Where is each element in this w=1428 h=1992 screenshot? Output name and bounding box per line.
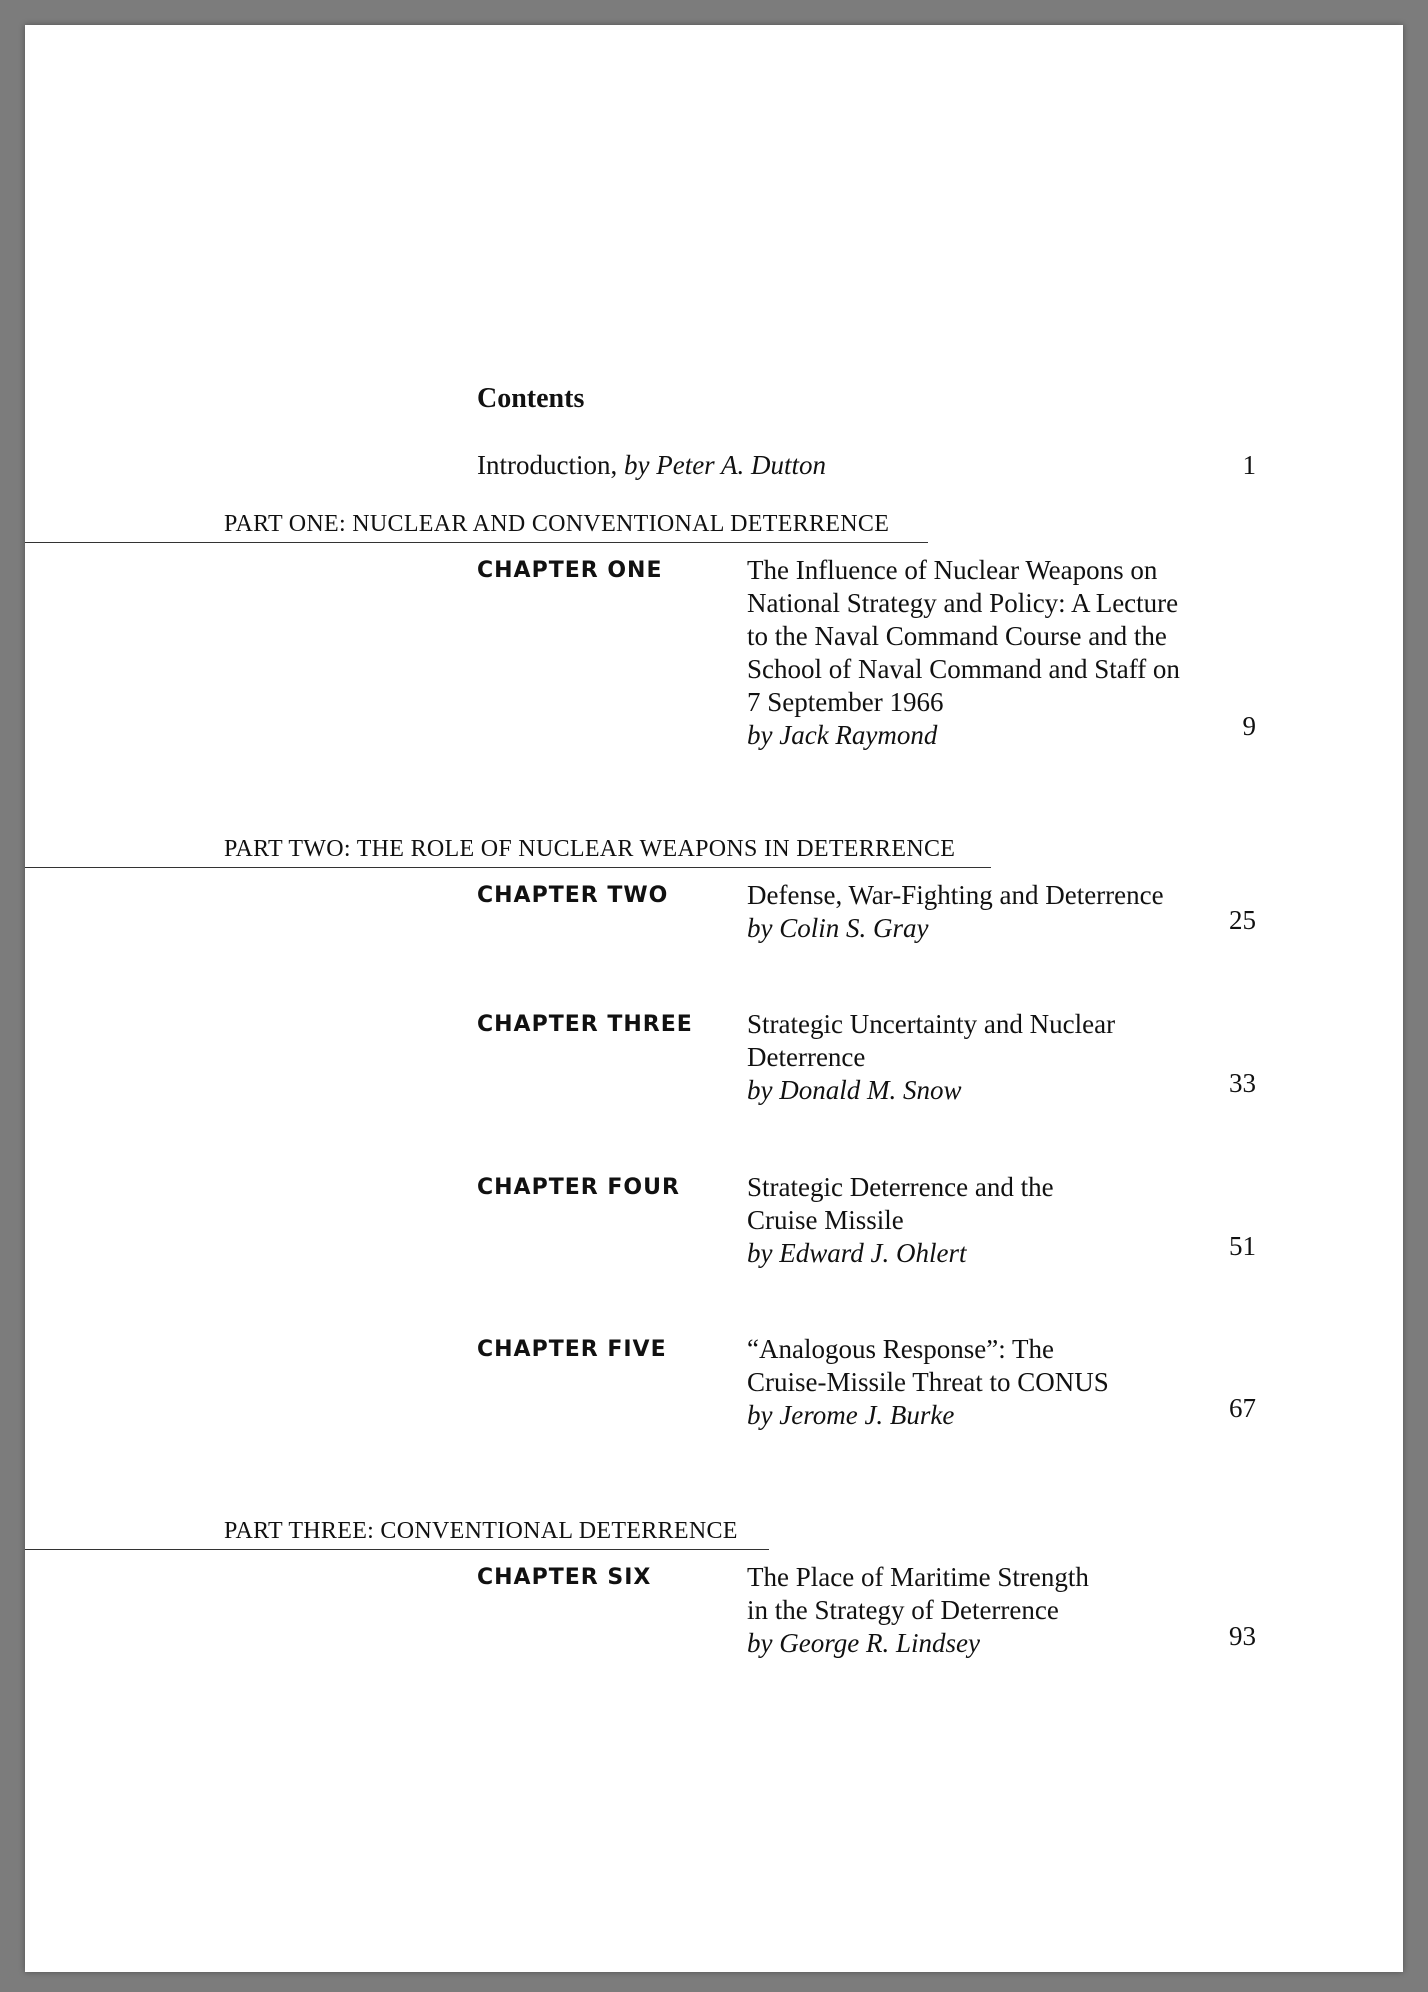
chapter-five-title	[747, 1333, 1217, 1432]
chapter-three-page-number: 33	[1229, 1068, 1256, 1098]
chapter-title-line: Strategic Deterrence and the	[747, 1172, 1054, 1202]
chapter-title-line: National Strategy and Policy: A Lecture	[747, 588, 1179, 618]
introduction-entry	[477, 450, 826, 481]
chapter-one-title	[747, 554, 1217, 752]
part-heading-text: PART TWO: THE ROLE OF NUCLEAR WEAPONS IN DETERRENCE	[224, 836, 956, 862]
chapter-five-page-number: 67	[1229, 1393, 1256, 1423]
part-three-heading	[25, 1509, 769, 1550]
chapter-title-line: to the Naval Command Course and the	[747, 621, 1167, 651]
chapter-title-line: Cruise Missile	[747, 1205, 904, 1235]
chapter-four-author: by Edward J. Ohlert	[747, 1238, 967, 1268]
chapter-six-title	[747, 1561, 1217, 1660]
chapter-six-label: CHAPTER SIX	[477, 1565, 652, 1590]
chapter-one-author: by Jack Raymond	[747, 720, 938, 750]
chapter-title-line: Strategic Uncertainty and Nuclear	[747, 1009, 1116, 1039]
chapter-title-line: 7 September 1966	[747, 687, 944, 717]
part-heading-text: PART ONE: NUCLEAR AND CONVENTIONAL DETERRENCE	[224, 511, 890, 537]
chapter-title-line: Deterrence	[747, 1042, 866, 1072]
introduction-author: by Peter A. Dutton	[623, 450, 826, 480]
chapter-two-page-number: 25	[1229, 905, 1256, 935]
chapter-two-title	[747, 879, 1217, 945]
chapter-three-label: CHAPTER THREE	[477, 1012, 693, 1037]
page-title: Contents	[477, 383, 585, 414]
chapter-two-label: CHAPTER TWO	[477, 883, 669, 908]
chapter-four-title	[747, 1171, 1217, 1270]
chapter-title-line: Defense, War-Fighting and Deterrence	[747, 880, 1164, 910]
introduction-label: Introduction,	[477, 450, 618, 480]
chapter-three-author: by Donald M. Snow	[747, 1075, 962, 1105]
chapter-four-page-number: 51	[1229, 1231, 1256, 1261]
document-page	[25, 25, 1403, 1972]
chapter-six-page-number: 93	[1229, 1621, 1256, 1651]
chapter-title-line: “Analogous Response”: The	[747, 1334, 1054, 1364]
chapter-title-line: The Place of Maritime Strength	[747, 1562, 1089, 1592]
introduction-page-number: 1	[1242, 450, 1256, 480]
part-heading-text: PART THREE: CONVENTIONAL DETERRENCE	[224, 1518, 738, 1544]
part-one-heading	[25, 502, 928, 543]
chapter-one-page-number: 9	[1242, 711, 1256, 741]
chapter-five-label: CHAPTER FIVE	[477, 1337, 667, 1362]
chapter-four-label: CHAPTER FOUR	[477, 1175, 680, 1200]
part-two-heading	[25, 827, 991, 868]
chapter-title-line: in the Strategy of Deterrence	[747, 1595, 1059, 1625]
chapter-six-author: by George R. Lindsey	[747, 1628, 980, 1658]
chapter-title-line: The Influence of Nuclear Weapons on	[747, 555, 1158, 585]
chapter-two-author: by Colin S. Gray	[747, 913, 929, 943]
chapter-three-title	[747, 1008, 1217, 1107]
chapter-five-author: by Jerome J. Burke	[747, 1400, 955, 1430]
chapter-title-line: Cruise-Missile Threat to CONUS	[747, 1367, 1109, 1397]
chapter-title-line: School of Naval Command and Staff on	[747, 654, 1180, 684]
chapter-one-label: CHAPTER ONE	[477, 558, 663, 583]
